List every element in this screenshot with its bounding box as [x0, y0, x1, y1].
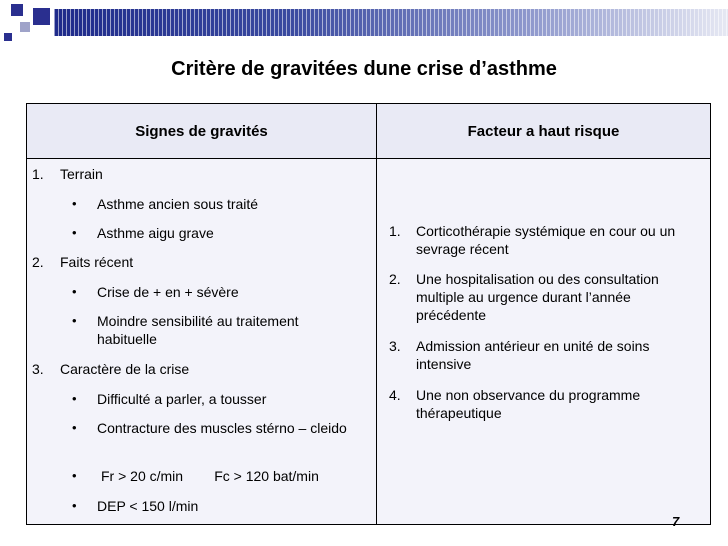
- criteria-table: [26, 103, 711, 525]
- list-number: 2.: [32, 254, 44, 270]
- facteur-haut-risque-list: [377, 159, 710, 524]
- header-signes-de-gravites: Signes de gravités: [27, 104, 377, 159]
- decor-square: [4, 33, 12, 41]
- list-number: 2.: [389, 271, 401, 287]
- list-subitem: Crise de + en + sévère: [97, 284, 239, 300]
- list-subitem: Asthme ancien sous traité: [97, 196, 259, 212]
- list-item: Caractère de la crise: [60, 361, 190, 377]
- bullet: •: [72, 468, 77, 483]
- bullet: •: [72, 391, 77, 406]
- header-stripe-bar: [54, 9, 728, 36]
- list-subitem: Fr > 20 c/min Fc > 120 bat/min: [101, 468, 319, 484]
- bullet: •: [72, 313, 77, 328]
- list-item: Admission antérieur en unité de soins intensive: [416, 338, 650, 372]
- decor-square: [11, 4, 23, 16]
- list-item: Faits récent: [60, 254, 134, 270]
- signes-de-gravites-list: [27, 159, 376, 524]
- list-number: 1.: [32, 166, 44, 182]
- list-subitem: Asthme aigu grave: [97, 225, 214, 241]
- list-item: Une hospitalisation ou des consultation multiple au urgence durant l’année précédente: [416, 271, 659, 323]
- decor-square: [20, 22, 30, 32]
- bullet: •: [72, 196, 77, 211]
- bullet: •: [72, 498, 77, 513]
- bullet: •: [72, 420, 77, 435]
- list-number: 3.: [389, 338, 401, 354]
- list-item: Une non observance du programme thérapeutique: [416, 387, 641, 421]
- list-subitem: Contracture des muscles stérno – cleido: [97, 420, 347, 436]
- page-number: 7: [672, 514, 680, 529]
- bullet: •: [72, 284, 77, 299]
- list-subitem: DEP < 150 l/min: [97, 498, 199, 514]
- list-subitem: Difficulté a parler, a tousser: [97, 391, 267, 407]
- list-number: 1.: [389, 223, 401, 239]
- list-subitem: Moindre sensibilité au traitement habituelle: [97, 313, 299, 347]
- header-facteur-haut-risque: Facteur a haut risque: [377, 104, 711, 159]
- list-item: Terrain: [60, 166, 103, 182]
- decor-square: [33, 8, 50, 25]
- bullet: •: [72, 225, 77, 240]
- slide-title: Critère de gravitées dune crise d’asthme: [171, 58, 557, 80]
- list-item: Corticothérapie systémique en cour ou un sevrage récent: [416, 223, 676, 257]
- list-number: 3.: [32, 361, 44, 377]
- list-number: 4.: [389, 387, 401, 403]
